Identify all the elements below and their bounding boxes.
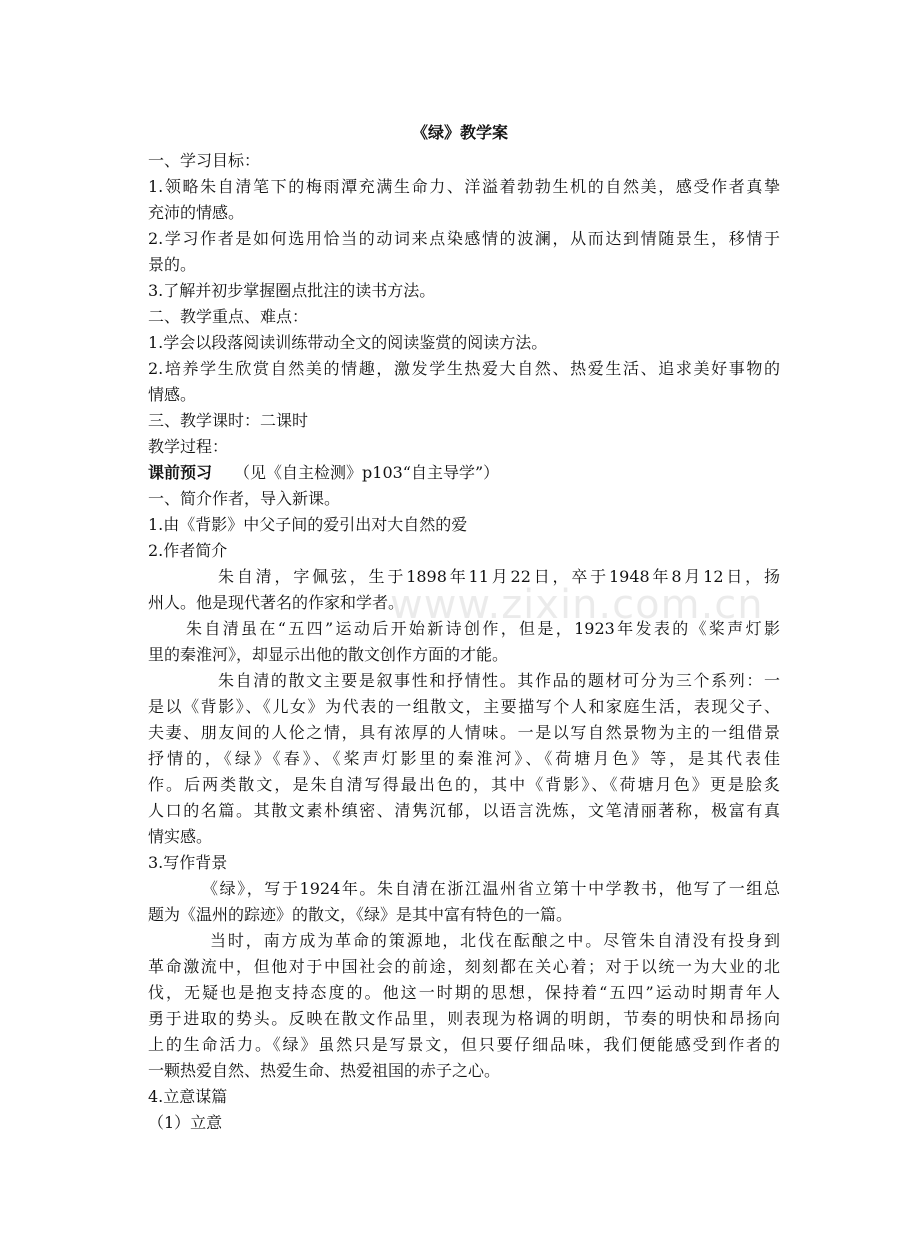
background-line-1: 《绿》，写于1924年。朱自清在浙江温州省立第十中学教书，他写了一组总 xyxy=(202,879,780,898)
author-bio-line-1: 朱自清，字佩弦，生于1898年11月22日，卒于1948年8月12日，扬 xyxy=(218,567,780,586)
watermark: www.zixin.com.cn xyxy=(390,582,764,628)
preview-line xyxy=(148,460,780,486)
document-body xyxy=(148,148,780,1136)
objective-3: 3.了解并初步掌握圈点批注的读书方法。 xyxy=(148,281,436,300)
prose-series-line-4: 抒情的，《绿》《春》、《桨声灯影里的秦淮河》、《荷塘月色》等，是其代表佳 xyxy=(148,749,780,768)
objective-1-line-2: 充沛的情感。 xyxy=(148,203,245,222)
step-1-item-3: 3.写作背景 xyxy=(148,853,228,872)
key-point-2-line-1: 2.培养学生欣赏自然美的情趣，激发学生热爱大自然、热爱生活、追求美好事物的 xyxy=(148,359,780,378)
prose-series-line-1: 朱自清的散文主要是叙事性和抒情性。其作品的题材可分为三个系列：一 xyxy=(218,671,780,690)
key-point-2-line-2: 情感。 xyxy=(148,385,197,404)
step-1-heading: 一、简介作者，导入新课。 xyxy=(148,489,341,508)
document-title: 《绿》教学案 xyxy=(411,123,508,142)
key-point-1: 1.学会以段落阅读训练带动全文的阅读鉴赏的阅读方法。 xyxy=(148,333,548,352)
prose-series-line-5: 作。后两类散文，是朱自清写得最出色的，其中《背影》、《荷塘月色》更是脍炙 xyxy=(148,775,780,794)
context-line-5: 上的生命活力。《绿》虽然只是写景文，但只要仔细品味，我们便能感受到作者的 xyxy=(148,1035,780,1054)
sub-item-theme: （1）立意 xyxy=(148,1113,223,1132)
step-1-item-2: 2.作者简介 xyxy=(148,541,228,560)
context-line-2: 革命激流中，但他对于中国社会的前途，刻刻都在关心着；对于以统一为大业的北 xyxy=(148,957,780,976)
objective-1-line-1: 1.领略朱自清笔下的梅雨潭充满生命力、洋溢着勃勃生机的自然美，感受作者真挚 xyxy=(148,177,780,196)
section-heading-periods: 三、教学课时：二课时 xyxy=(148,411,309,430)
step-1-item-1: 1.由《背影》中父子间的爱引出对大自然的爱 xyxy=(148,515,468,534)
author-prose-line-1: 朱自清虽在“五四”运动后开始新诗创作，但是，1923年发表的《桨声灯影 xyxy=(186,619,780,638)
teaching-process-heading: 教学过程： xyxy=(148,437,229,456)
prose-series-line-7: 情实感。 xyxy=(148,827,213,846)
prose-series-line-3: 夫妻、朋友间的人伦之情，具有浓厚的人情味。一是以写自然景物为主的一组借景 xyxy=(148,723,780,742)
background-line-2: 题为《温州的踪迹》的散文，《绿》是其中富有特色的一篇。 xyxy=(148,905,573,924)
step-1-item-4: 4.立意谋篇 xyxy=(148,1087,228,1106)
context-line-3: 伐，无疑也是抱支持态度的。他这一时期的思想，保持着“五四”运动时期青年人 xyxy=(148,983,780,1002)
preview-note: （见《自主检测》p103“自主导学”） xyxy=(234,463,500,482)
preview-heading: 课前预习 xyxy=(148,463,213,482)
context-line-6: 一颗热爱自然、热爱生命、热爱祖国的赤子之心。 xyxy=(148,1061,501,1080)
objective-2-line-2: 景的。 xyxy=(148,255,197,274)
author-bio-line-2: 州人。他是现代著名的作家和学者。 xyxy=(148,593,405,612)
section-heading-key-points: 二、教学重点、难点： xyxy=(148,307,309,326)
prose-series-line-2: 是以《背影》、《儿女》为代表的一组散文，主要描写个人和家庭生活，表现父子、 xyxy=(148,697,780,716)
context-line-1: 当时，南方成为革命的策源地，北伐在酝酿之中。尽管朱自清没有投身到 xyxy=(210,931,780,950)
context-line-4: 勇于进取的势头。反映在散文作品里，则表现为格调的明朗，节奏的明快和昂扬向 xyxy=(148,1009,780,1028)
author-prose-line-2: 里的秦淮河》，却显示出他的散文创作方面的才能。 xyxy=(148,645,509,664)
objective-2-line-1: 2.学习作者是如何选用恰当的动词来点染感情的波澜，从而达到情随景生，移情于 xyxy=(148,229,780,248)
section-heading-objectives: 一、学习目标： xyxy=(148,151,261,170)
prose-series-line-6: 人口的名篇。其散文素朴缜密、清隽沉郁，以语言洗炼，文笔清丽著称，极富有真 xyxy=(148,801,780,820)
